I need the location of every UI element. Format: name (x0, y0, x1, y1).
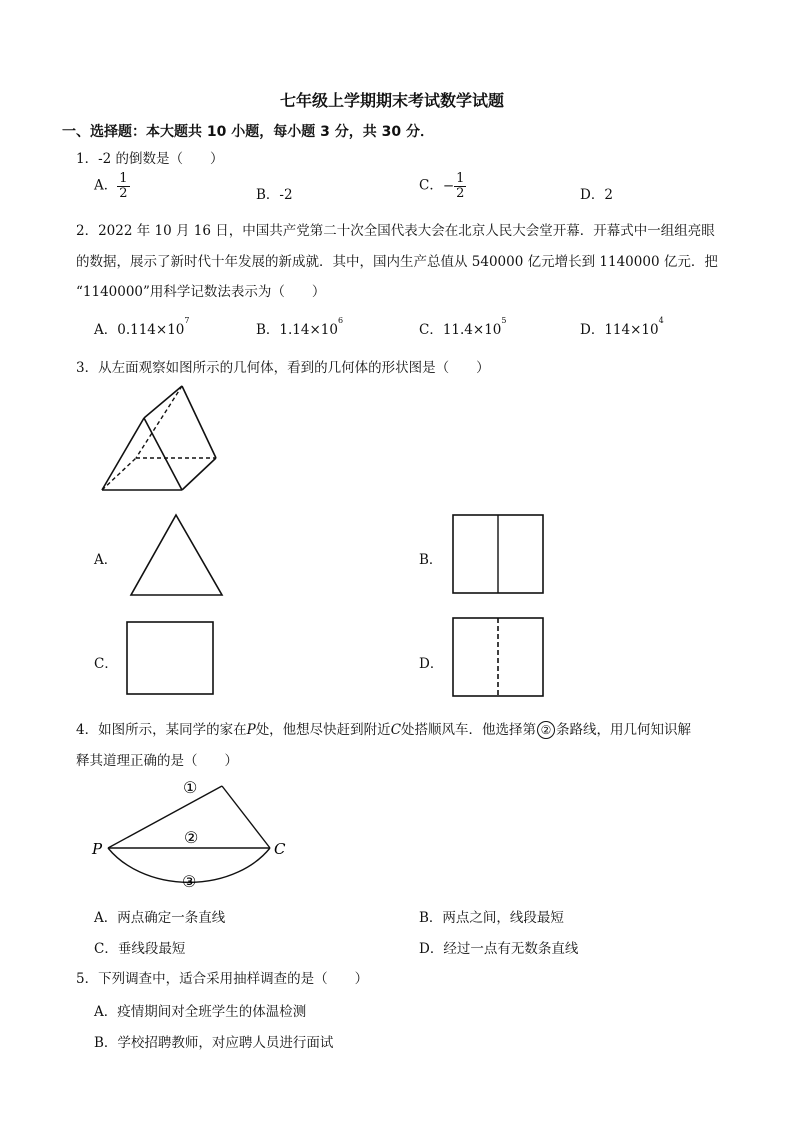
question-5-option-b: B．学校招聘教师，对应聘人员进行面试 (94, 1035, 334, 1051)
question-1-option-b: B．-2 (256, 187, 293, 203)
question-1-option-c: C．− $\frac{1}{2}$ (419, 171, 465, 201)
question-3-option-a-label: A． (94, 552, 118, 568)
route-3-label: ③ (182, 872, 197, 891)
question-3-stem: 3．从左面观察如图所示的几何体，看到的几何体的形状图是（ ） (76, 360, 490, 376)
question-1-stem: 1．-2 的倒数是（ ） (76, 151, 224, 167)
point-c-label: C (274, 840, 286, 858)
question-2-option-d: D．$114\times 10^4$ (580, 316, 664, 338)
question-4-line-1: 4．如图所示，某同学的家在P处，他想尽快赶到附近C处搭顺风车．他选择第 ② 条路线，用几何知识解 (76, 722, 692, 738)
question-2-line-3: “1140000”用科学记数法表示为（ ） (76, 284, 326, 300)
question-2-line-1: 2．2022 年 10 月 16 日，中国共产党第二十次全国代表大会在北京人民大会堂开幕．开幕式中一组组亮眼 (76, 223, 715, 239)
question-4-option-c: C．垂线段最短 (94, 941, 186, 957)
option-b-rect-solid (452, 514, 546, 596)
option-d-rect-dashed (452, 617, 546, 699)
route-1-label: ① (183, 778, 198, 797)
question-4-option-d: D．经过一点有无数条直线 (419, 941, 579, 957)
question-3-option-d-label: D． (419, 656, 444, 672)
page-title: 七年级上学期期末考试数学试题 (280, 91, 505, 110)
point-p-label: P (92, 840, 103, 858)
question-5-stem: 5．下列调查中，适合采用抽样调查的是（ ） (76, 971, 369, 987)
prism-figure (96, 380, 226, 495)
question-2-line-2: 的数据，展示了新时代十年发展的新成就．其中，国内生产总值从 540000 亿元增长到 1140000 亿元．把 (76, 254, 718, 270)
question-3-option-c-label: C． (94, 656, 118, 672)
question-4-option-b: B．两点之间，线段最短 (419, 910, 564, 926)
question-4-option-a: A．两点确定一条直线 (94, 910, 226, 926)
question-3-option-b-label: B． (419, 552, 443, 568)
question-1-option-d: D．2 (580, 187, 613, 203)
section-heading: 一、选择题：本大题共 10 小题，每小题 3 分，共 30 分． (62, 124, 434, 140)
question-2-option-c: C．$11.4\times 10^5$ (419, 316, 507, 338)
question-4-line-2: 释其道理正确的是（ ） (76, 753, 238, 769)
route-diagram (88, 774, 298, 892)
question-2-option-b: B．$1.14\times 10^6$ (256, 316, 344, 338)
option-c-rect (126, 621, 216, 697)
option-a-triangle (128, 512, 228, 598)
question-5-option-a: A．疫情期间对全班学生的体温检测 (94, 1004, 307, 1020)
question-2-option-a: A．$0.114\times 10^7$ (94, 316, 190, 338)
question-1-option-a: A． $\frac{1}{2}$ (94, 171, 128, 201)
route-2-label: ② (184, 828, 199, 847)
